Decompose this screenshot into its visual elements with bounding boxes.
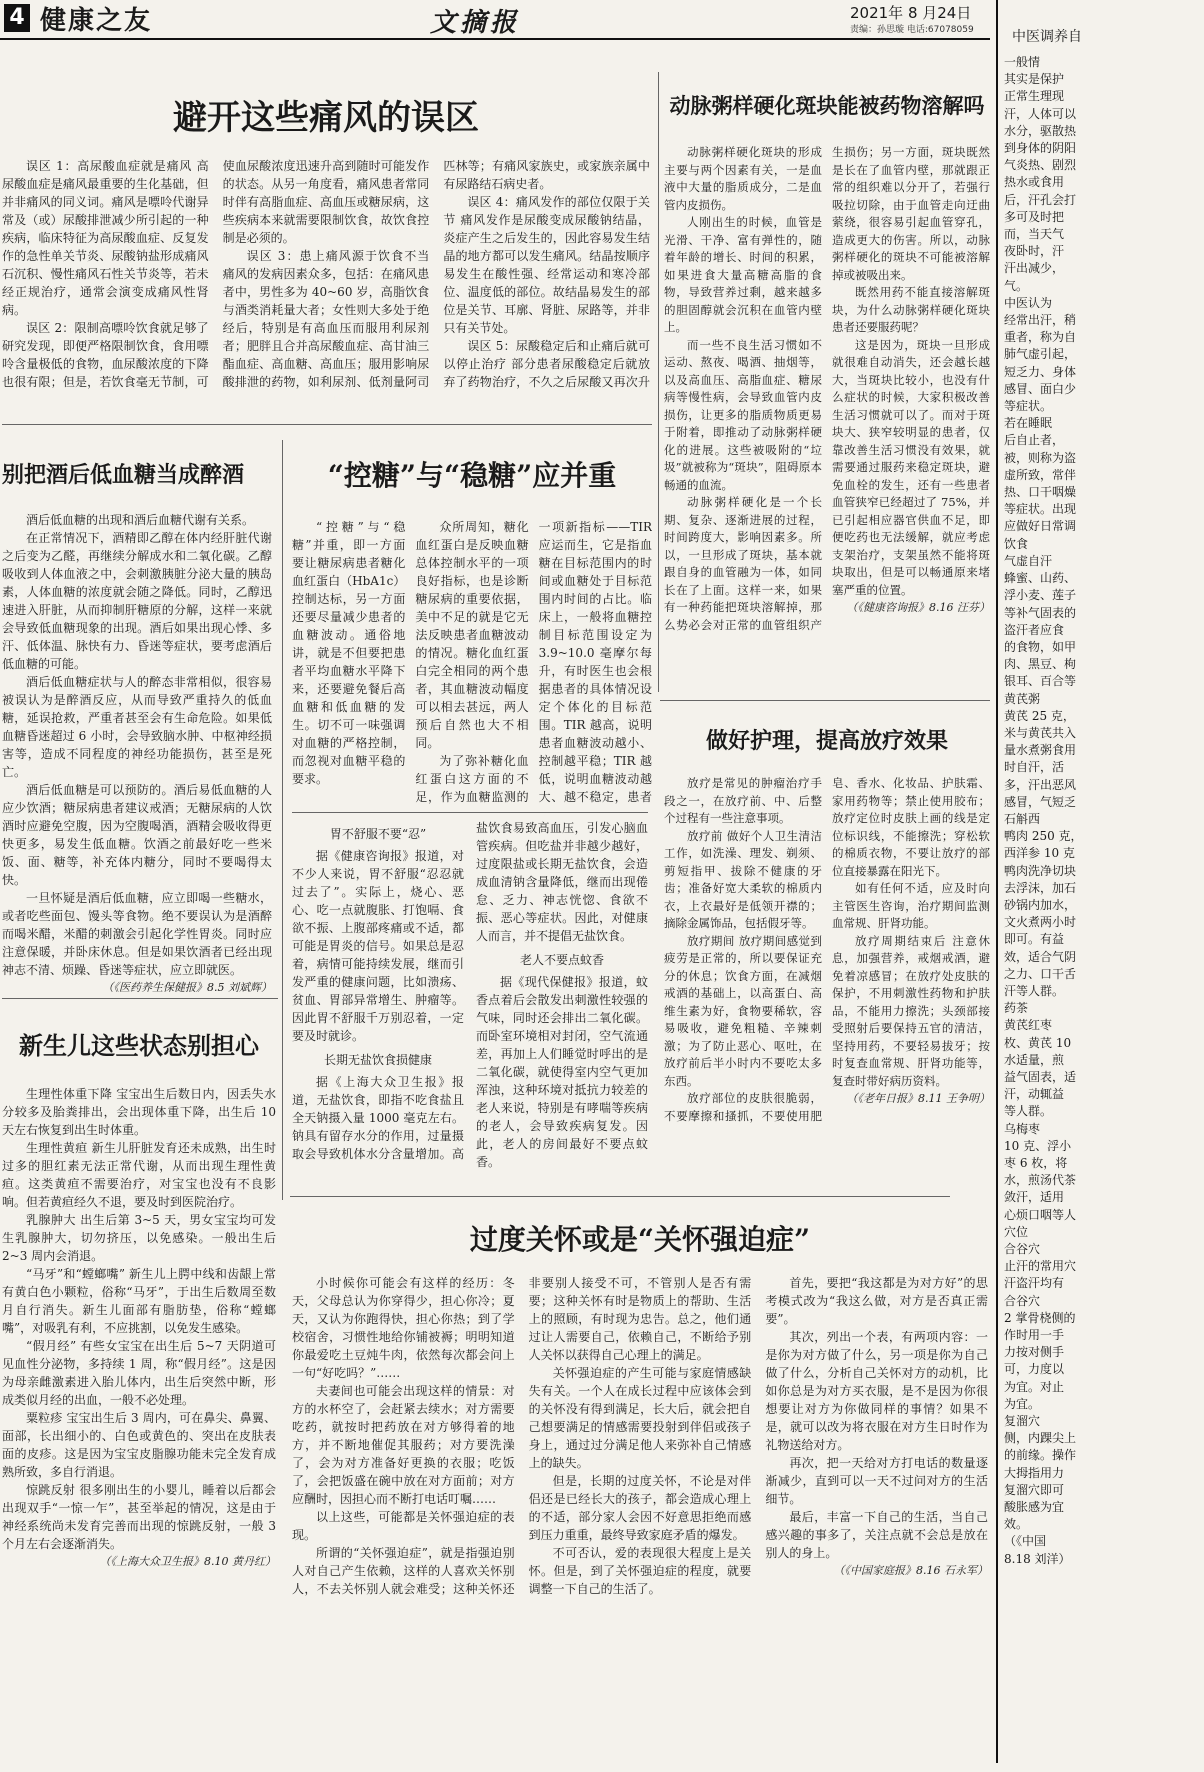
- paragraph: 惊跳反射 很多刚出生的小婴儿，睡着以后都会出现双手“一惊一乍”，甚至举起的情况，这是由于神经系统尚未发育完善而出现的惊跳反射，一般 3 个月左右会逐渐消失。: [2, 1483, 276, 1551]
- strip-line: 石斛西: [1004, 811, 1041, 826]
- paragraph: 在正常情况下，酒精即乙醇在体内经肝脏代谢之后变为乙醛，再继续分解成水和二氧化碳。乙醇吸收到人体血液之中，会刺激胰脏分泌大量的胰岛素，人体血糖的浓度就会随之降低。同时，乙醇迅速进入肝脏，从而抑制肝糖原的分解，这样一来就会导致低血糖现象的出现。酒后如果出现心悸、多汗、低体温、脉快有力、昏迷等症状，要考虑酒后低血糖的可能。: [2, 531, 272, 671]
- strip-line: （《中国: [1004, 1534, 1047, 1549]
- subheading: 胃不舒服不要“忍”: [329, 827, 427, 841]
- paragraph: 人刚出生的时候，血管是光滑、干净、富有弹性的，随着年龄的增长、时间的积累，如果进食大量高糖高脂的食物，导致营养过剩，越来越多的胆固醇就会沉积在血管内壁上。: [664, 215, 822, 334]
- strip-line: 浮小麦、莲子: [1004, 588, 1077, 603]
- article-plaque: [664, 72, 990, 692]
- paragraph: 这是因为，斑块一旦形成就很难自动消失，还会越长越大，当斑块比较小，也没有什么症状的时候，大家积极改善生活习惯就可以了。而对于斑块大、狭窄较明显的患者，仅靠改善生活习惯没有效果，就需要通过服药来稳定斑块，避免血栓的发生，还有一些患者血管狭窄已经超过了 75%，并已引起相应器官供血不足，即便吃药也无法缓解，就应考虑支架治疗，支架虽然不能将斑块取出，但是可以畅通原来堵塞严重的位置。: [832, 337, 990, 597]
- article-newborn: [2, 1004, 276, 1760]
- article-care: [292, 1204, 988, 1760]
- strip-line: 饮食: [1004, 536, 1029, 551]
- article-source: （《上海大众卫生报》8.10 黄丹红）: [99, 1555, 276, 1568]
- strip-line: 肉、黑豆、枸: [1004, 657, 1077, 672]
- strip-line: 可，力度以: [1004, 1362, 1065, 1377]
- strip-line: 益气固表，适: [1004, 1069, 1077, 1084]
- strip-line: 而，当天气: [1004, 227, 1065, 242]
- strip-line: 的食物，如甲: [1004, 639, 1077, 654]
- subheading: 长期无盐饮食损健康: [323, 1053, 432, 1067]
- strip-line: 合谷穴: [1004, 1242, 1041, 1257]
- article-body: [292, 518, 652, 808]
- strip-line: 砂锅内加水，: [1004, 897, 1077, 912]
- article-gout: [2, 80, 650, 410]
- strip-line: 应做好日常调: [1004, 519, 1077, 534]
- strip-line: 感冒，气短乏: [1004, 794, 1077, 809]
- paragraph: 所谓的“关怀强迫症”，就是指强迫别人对自己产生依赖，这样的人喜欢关怀别人，不去关怀别人就会难受；这种关怀还非要别人接受不可，不管别人是否有需要；这种关怀有时是物质上的帮助、生活上的照顾，有时现为忠告。总之，他们通过让人需要自己，依赖自己，不断给予别人关怀以获得自己心理上的满足。: [292, 1276, 752, 1596]
- article-body: [2, 511, 272, 997]
- article-title: 新生儿这些状态别担心: [19, 1031, 259, 1060]
- strip-line: 虚所致，常伴: [1004, 467, 1077, 482]
- article-sugar: [292, 430, 652, 804]
- strip-line: 多可及时把: [1004, 209, 1065, 224]
- strip-line: 银耳、百合等: [1004, 674, 1077, 689]
- strip-line: 被，则称为盗: [1004, 450, 1077, 465]
- article-title: 做好护理，提高放疗效果: [705, 728, 948, 754]
- paragraph: 再次，把一天给对方打电话的数量逐渐减少，直到可以一天不过问对方的生活细节。: [765, 1456, 988, 1506]
- paragraph: 既然用药不能直接溶解斑块，为什么动脉粥样硬化斑块患者还要服药呢？: [832, 285, 990, 334]
- paragraph: 而一些不良生活习惯如不运动、熬夜、喝酒、抽烟等，以及高血压、高脂血症、糖尿病等慢性病，会导致血管内皮损伤，让更多的脂质物质更易于附着，即推动了动脉粥样硬化的进展。这些被吸附的“垃圾”就被称为“斑块”，阻碍原本畅通的血流。: [664, 337, 822, 492]
- strip-line: 汗，人体可以: [1004, 106, 1077, 121]
- strip-line: 作时用一手: [1004, 1328, 1065, 1343]
- article-title: 过度关怀或是“关怀强迫症”: [469, 1223, 811, 1256]
- strip-line: 后自止者，: [1004, 433, 1065, 448]
- strip-line: 感冒、面白少: [1004, 381, 1077, 396]
- paragraph: 乳腺肿大 出生后第 3~5 天，男女宝宝均可发生乳腺肿大，切勿挤压，以免感染。一般出生后 2~3 周内会消退。: [2, 1213, 276, 1263]
- strip-line: 肺气虚引起，: [1004, 347, 1077, 362]
- strip-line: 其实是保护: [1004, 72, 1065, 87]
- strip-line: 水分，驱散热: [1004, 123, 1077, 138]
- article-source: （《医药养生保健报》8.5 刘斌辉）: [102, 981, 272, 994]
- strip-line: 枚、黄芪 10: [1004, 1035, 1072, 1050]
- article-title: “控糖”与“稳糖”应并重: [327, 459, 617, 492]
- strip-line: 黄芪 25 克，: [1004, 708, 1075, 723]
- strip-line: 的前缘。操作: [1004, 1448, 1077, 1463]
- column-divider: [658, 72, 659, 692]
- strip-line: 黄芪粥: [1004, 691, 1041, 706]
- column-divider: [282, 440, 283, 1200]
- strip-line: 中医认为: [1004, 295, 1053, 310]
- strip-line: 文火煮两小时: [1004, 915, 1077, 930]
- article-source: （《中国家庭报》8.16 石永军）: [833, 1564, 988, 1577]
- strip-line: 枣 6 枚，将: [1004, 1156, 1068, 1170]
- paragraph: 放疗周期结束后 注意休息，加强营养，戒烟戒酒，避免着凉感冒；在放疗处皮肤的保护，不用刺激性药物和护肤品，不能用力擦洗；头颈部接受照射后要保持五官的清洁，坚持用药，不要轻易拔牙；按时复查血常规、肝肾功能等，复查时带好病历资料。: [832, 933, 990, 1088]
- paragraph: 误区 5：尿酸稳定后和止痛后就可以停止治疗 部分患者尿酸稳定后就放弃了药物治疗，不久之后尿酸又再次升: [443, 339, 650, 389]
- strip-line: 蜂蜜、山药、: [1004, 571, 1077, 586]
- paragraph: 不可否认，爱的表现很大程度上是关怀。但是，到了关怀强迫症的程度，就要调整一下自己的生活了。: [528, 1546, 752, 1596]
- paper-name: 文摘报: [430, 8, 521, 38]
- paragraph: 酒后低血糖的出现和酒后血糖代谢有关系。: [26, 513, 255, 527]
- paragraph: 据《健康咨询报》报道，对不少人来说，胃不舒服“忍忍就过去了”。实际上，烧心、恶心、吃一点就腹胀、打饱嗝、食欲不振、上腹部疼痛或不适，都可能是胃炎的信号。如果总是忍着，病情可能持续发展，继而引发严重的健康问题，比如溃疡、贫血、胃部异常增生、肿瘤等。因此胃不舒服千万别忍着，一定要及时就诊。: [292, 849, 464, 1043]
- paragraph: 一旦怀疑是酒后低血糖，应立即喝一些糖水，或者吃些面包、馒头等食物。绝不要误认为是酒醉而喝米醋，米醋的刺激会引起化学性胃炎。同时应注意保暖，并卧床休息。但是如果饮酒者已经出现神志不清、烦躁、昏迷等症状，应立即就医。: [2, 891, 272, 977]
- paragraph: 粟粒疹 宝宝出生后 3 周内，可在鼻尖、鼻翼、面部，长出细小的、白色或黄色的、突出在皮肤表面的皮疹。这是因为宝宝皮脂腺功能未完全发育成熟所致，多自行消退。: [2, 1411, 276, 1479]
- paragraph: 酒后低血糖是可以预防的。酒后易低血糖的人应少饮酒；糖尿病患者建议戒酒；无糖尿病的人饮酒时应避免空腹，因为空腹喝酒，酒精会吸收得更快更多，易发生低血糖。饮酒之前最好吃一些米饭、面、糖等，补充体内糖分，同时不要喝得太快。: [2, 783, 272, 887]
- strip-line: 心烦口咽等人: [1004, 1207, 1077, 1222]
- article-body: [664, 144, 990, 692]
- paragraph: 放疗前 做好个人卫生清洁工作，如洗澡、理发、剃须、剪短指甲、拔除不健康的牙齿；准备好宽大柔软的棉质内衣，上衣最好是低领开襟的；摘除金属饰品，包括假牙等。: [664, 828, 822, 930]
- strip-line: 10 克、浮小: [1004, 1138, 1072, 1153]
- strip-line: 水适量，煎: [1004, 1052, 1065, 1067]
- paragraph: 放疗期间 放疗期间感觉到疲劳是正常的，所以要保证充分的休息；饮食方面，在减烟戒酒的基础上，以高蛋白、高维生素为好，食物要稀软，容易吸收，避免粗糙、辛辣刺激；为了防止恶心、呕吐，在放疗前后半小时内不要吃太多东西。: [664, 933, 822, 1088]
- paragraph: 以上这些，可能都是关怀强迫症的表现。: [292, 1510, 515, 1542]
- section-divider: [2, 998, 278, 999]
- editor-info: 责编：孙思璇 电话:67078059: [850, 25, 974, 35]
- paragraph: 据《现代保健报》报道，蚊香点着后会散发出刺激性较强的气味，同时还会排出二氧化碳。而卧室环境相对封闭，空气流通差，再加上人们睡觉时呼出的是二氧化碳，就使得室内空气更加浑浊，这种环境对抵抗力较差的老人来说，特别是有哮喘等疾病的老人，会导致疾病复发。因此，老人的房间最好不要点蚊香。: [476, 975, 648, 1169]
- page-number: 4: [4, 4, 30, 32]
- paragraph: 众所周知，糖化血红蛋白是反映血糖总体控制水平的一项良好指标，也是诊断糖尿病的重要依据，美中不足的就是它无法反映患者血糖波动的情况。糖化血红蛋白完全相同的两个患者，其血糖波动幅度可以相去甚远，两人预后自然也大不相同。: [415, 520, 529, 750]
- strip-line: 后，汗孔会打: [1004, 192, 1077, 207]
- strip-line: 侧，内踝尖上: [1004, 1431, 1077, 1446]
- strip-line: 汗盗汗均有: [1004, 1276, 1065, 1291]
- strip-line: 到身体的阴阳: [1004, 141, 1077, 156]
- article-title: 避开这些痛风的误区: [173, 98, 479, 138]
- strip-line: 止汗的常用穴: [1004, 1259, 1077, 1274]
- strip-line: 汗，动辄益: [1004, 1087, 1065, 1102]
- column-name: 健康之友: [40, 6, 153, 36]
- article-body: [2, 157, 650, 407]
- paragraph: 放疗部位的皮肤很脆弱，不要摩擦和搔抓，不要使用肥皂、香水、化妆品、护肤霜、家用药物等；禁止使用胶布；放疗定位时皮肤上画的线是定位标识线，不能擦洗；穿松软的棉质衣物，不要让放疗的部位直接暴露在阳光下。: [664, 776, 990, 1123]
- strip-line: 正常生理现: [1004, 89, 1065, 104]
- paragraph: 误区 2：限制高嘌呤饮食就足够了 研究发现，即便严格限制饮食，食用嘌呤含量极低的食物，血尿酸浓度的下降也很有限；但是，若饮食毫无节制，可使血尿酸浓度迅速升高到随时可能发作的状态。从另一角度看，痛风患者常同时伴有高脂血症、高血压或糖尿病，这些疾病本来就需要限制饮食，故饮食控制是必须的。: [2, 159, 430, 389]
- strip-line: 夜卧时，汗: [1004, 244, 1065, 259]
- strip-line: 8.18 刘洋）: [1004, 1551, 1071, 1566]
- article-nursing: [664, 706, 990, 1186]
- strip-line: 汗等人群。: [1004, 983, 1065, 998]
- strip-line: 等补气固表的: [1004, 605, 1077, 620]
- strip-line: 等人群。: [1004, 1104, 1053, 1119]
- paragraph: “马牙”和“螳螂嘴” 新生儿上腭中线和齿龈上常有黄白色小颗粒，俗称“马牙”，于出生后数周至数月自行消失。新生儿面部有脂肪垫，俗称“螳螂嘴”，对吸乳有利，不应挑割，以免发生感染。: [2, 1267, 276, 1335]
- strip-line: 为宜。对止: [1004, 1379, 1065, 1394]
- paragraph: 误区 4：痛风发作的部位仅限于关节 痛风发作是尿酸变成尿酸钠结晶，炎症产生之后发生的，因此容易发生结晶的地方都可以发生痛风。结晶按顺序易发生在酸性强、经常运动和寒冷部位、温度低的部位。故结晶易发生的部位是关节、耳廓、肾脏、尿路等，并非只有关节处。: [443, 195, 650, 335]
- short-news-body: [292, 819, 648, 1189]
- strip-line: 重者，称为自: [1004, 330, 1077, 345]
- strip-line: 等症状。: [1004, 399, 1053, 414]
- article-title: 别把酒后低血糖当成醉酒: [2, 462, 245, 488]
- article-title: 动脉粥样硬化斑块能被药物溶解吗: [669, 93, 985, 118]
- paragraph: 放疗是常见的肿瘤治疗手段之一，在放疗前、中、后整个过程有一些注意事项。: [664, 776, 822, 825]
- strip-line: 穴位: [1004, 1224, 1029, 1239]
- strip-line: 气炎热、剧烈: [1004, 158, 1077, 173]
- strip-line: 西洋参 10 克: [1004, 846, 1075, 861]
- article-body: [292, 1274, 988, 1772]
- paragraph: 小时候你可能会有这样的经历：冬天，父母总认为你穿得少，担心你冷；夏天，又认为你跑得快，担心你热；到了学校宿舍，习惯性地给你铺被褥；明明知道你最爱吃土豆炖牛肉，依然每次都会问上一句“好吃吗？”……: [292, 1276, 515, 1380]
- strip-line: 合谷穴: [1004, 1293, 1041, 1308]
- strip-line: 一般情: [1004, 55, 1041, 69]
- issue-date: 2021年 8 月24日: [850, 4, 972, 22]
- strip-line: 若在睡眠: [1004, 416, 1053, 431]
- article-source: （《健康咨询报》8.16 汪芬）: [846, 601, 990, 614]
- strip-line: 鸭肉洗净切块: [1004, 863, 1077, 878]
- strip-line: 经常出汗，稍: [1004, 313, 1077, 328]
- strip-line: 气。: [1004, 278, 1029, 293]
- strip-line: 为宜。: [1004, 1396, 1041, 1411]
- strip-line: 多，汗出恶风: [1004, 777, 1077, 792]
- strip-line: 药茶: [1004, 1001, 1029, 1016]
- paragraph: 误区 1：高尿酸血症就是痛风 高尿酸血症是痛风最重要的生化基础，但并非痛风的同义词。痛风是嘌呤代谢异常及（或）尿酸排泄减少所引起的一种疾病，临床特征为高尿酸血症、反复发作的急性单关节炎、尿酸钠盐形成痛风石沉积、慢性痛风石性关节炎等，若未经正规治疗，通常会演变成痛风性肾病。: [2, 159, 209, 317]
- paragraph: 动脉粥样硬化是一个长期、复杂、逐渐进展的过程，时间跨度大，影响因素多。所以，一旦形成了斑块，基本就跟自身的血管融为一体，如同长在了上面。这样一来，如果有一种药能把斑块溶解掉，那么势必会对正常的血管组织产生损伤；另一方面，斑块既然是长在了血管内壁，那就跟正常的组织难以分开了，若强行吸拉切除，由于血管走向迂曲萦绕，很容易引起血管穿孔，造成更大的伤害。所以，动脉粥样硬化的斑块不可能被溶解掉或被吸出来。: [664, 145, 990, 632]
- paragraph: 如有任何不适，应及时向主管医生咨询，治疗期间监测血常规、肝肾功能。: [832, 881, 990, 930]
- strip-line: 水，煎汤代茶: [1004, 1173, 1077, 1188]
- strip-line: 短乏力、身体: [1004, 364, 1077, 379]
- strip-line: 效，适合气阴: [1004, 949, 1077, 964]
- paragraph: 但是，长期的过度关怀，不论是对伴侣还是已经长大的孩子，都会造成心理上的不适，部分家人会因不好意思拒绝而感到压力重重，最终导致家庭矛盾的爆发。: [528, 1474, 752, 1542]
- strip-line: 量水煮粥食用: [1004, 743, 1077, 758]
- header-rule: [0, 38, 990, 40]
- strip-line: 之力、口干舌: [1004, 966, 1077, 981]
- strip-line: 时自汗，活: [1004, 760, 1065, 775]
- strip-line: 黄芪红枣: [1004, 1018, 1053, 1033]
- paragraph: “控糖”与“稳糖”并重，即一方面要让糖尿病患者糖化血红蛋白（HbA1c）控制达标，另一方面还要尽量减少患者的血糖波动。通俗地讲，就是不但要把患者平均血糖水平降下来，还要避免餐后高血糖和低血糖的发生。切不可一味强调对血糖的严格控制，而忽视对血糖平稳的要求。: [292, 520, 406, 786]
- strip-line: 效。: [1004, 1517, 1029, 1532]
- strip-line: 汗出减少，: [1004, 261, 1065, 276]
- strip-line: 乌梅枣: [1004, 1121, 1041, 1136]
- article-alcohol: [2, 430, 272, 994]
- paragraph: 酒后低血糖症状与人的醉态非常相似，很容易被误认为是醉酒反应，从而导致严重持久的低血糖，延误抢救，严重者甚至会有生命危险。如果低血糖昏迷超过 6 小时，会导致脑水肿、中枢神经损害等，造成不同程度的神经功能损伤，甚至是死亡。: [2, 675, 272, 779]
- paragraph: 最后，丰富一下自己的生活，当自己感兴趣的事多了，关注点就不会总是放在别人的身上。: [765, 1510, 988, 1560]
- paragraph: 据《上海大众卫生报》报道，无盐饮食，即指不吃食盐且全天钠摄入量 1000 毫克左右。钠具有留存水分的作用，过量摄取会导致机体水分含量增加。高盐饮食易致高血压，引发心脑血管疾病。但吃盐并非越少越好，过度限盐或长期无盐饮食，会造成血清钠含量降低，继而出现倦怠、乏力、神志恍惚、食欲不振、恶心等症状。因此，对健康人而言，并不提倡无盐饮食。: [292, 821, 648, 1161]
- strip-line: 米与黄芪共入: [1004, 725, 1077, 740]
- short-news-box: [292, 812, 648, 1191]
- section-divider: [660, 700, 990, 701]
- paragraph: 生理性黄疸 新生儿肝脏发育还未成熟，出生时过多的胆红素无法正常代谢，从而出现生理性黄疸。这类黄疸不需要治疗，对宝宝也没有不良影响。但若黄疸经久不退，要及时到医院治疗。: [2, 1141, 276, 1209]
- article-body: [664, 775, 990, 1187]
- paragraph: 其次，列出一个表，有两项内容：一是你为对方做了什么，另一项是你为自己做了什么，分析自己关怀对方的动机，比如你总是为对方买衣服，是不是因为你很想要让对方为你做同样的事情？如果不是，就可以改为将衣服在对方生日时作为礼物送给对方。: [765, 1330, 988, 1452]
- paragraph: “假月经” 有些女宝宝在出生后 5~7 天阴道可见血性分泌物，多持续 1 周，称“假月经”。这是因为母亲雌激素进入胎儿体内，出生后突然中断，形成类似月经的出血，一般不必处理。: [2, 1339, 276, 1407]
- strip-line: 复溜穴: [1004, 1414, 1041, 1429]
- paragraph: 为了弥补糖化血红蛋白这方面的不足，作为血糖监测的一项新指标——TIR 应运而生，它是指血糖在目标范围内的时间或血糖处于目标范围内时间的占比。临床上，一般将血糖控制目标范围设定为 3.9~10.0 毫摩尔每升，有时医生也会根据患者的具体情况设定个体化的目标范围。TIR 越高，说明患者血糖波动越小、控制越平稳；TIR 越低，说明血糖波动越大、越不稳定，患者: [415, 520, 652, 804]
- article-source: （《老年日报》8.11 王争明）: [846, 1092, 990, 1105]
- strip-title: 中医调养自: [1012, 29, 1082, 45]
- strip-line: 热水或食用: [1004, 175, 1065, 190]
- strip-line: 力按对侧手: [1004, 1345, 1065, 1360]
- strip-line: 即可。有益: [1004, 932, 1065, 947]
- article-body: [2, 1085, 276, 1765]
- paragraph: 夫妻间也可能会出现这样的情景：对方的水杯空了，会赶紧去续水；对方需要吃药，就按时把药放在对方够得着的地方，并不断地催促其服药；对方要洗澡了，会为对方准备好更换的衣服；吃饭了，会把饭盛在碗中放在对方面前；对方应酬时，因担心而不断打电话叮嘱……: [292, 1384, 515, 1506]
- section-divider: [290, 1196, 950, 1197]
- paragraph: 生理性体重下降 宝宝出生后数日内，因丢失水分较多及胎粪排出，会出现体重下降，出生后 10 天左右恢复到出生时体重。: [2, 1087, 276, 1137]
- strip-line: 盗汗者应食: [1004, 622, 1065, 637]
- paragraph: 误区 3：患上痛风源于饮食不当 痛风的发病因素众多，包括：在痛风患者中，男性多为 40~60 岁，高脂饮食与酒类消耗量大者；女性则大多处于绝经后，特别是有高血压而服用利尿剂者；肥胖且合并高尿酸血症、高甘油三酯血症、高血糖、高血压；服用影响尿酸排泄的药物，如利尿剂、低剂量阿司匹林等；有痛风家族史，或家族亲属中有尿路结石病史者。: [222, 159, 650, 389]
- subheading: 老人不要点蚊香: [519, 953, 604, 967]
- strip-line: 去浮沫，加石: [1004, 880, 1077, 895]
- strip-body: [998, 54, 1204, 1744]
- strip-line: 2 掌骨桡侧的: [1004, 1310, 1076, 1325]
- strip-line: 气虚自汗: [1004, 553, 1053, 568]
- paragraph: 关怀强迫症的产生可能与家庭情感缺失有关。一个人在成长过程中应该体会到的关怀没有得到满足，长大后，就会把自己想要满足的情感需要投射到伴侣或孩子身上，通过过分满足他人来弥补自己情感上的缺失。: [528, 1366, 752, 1470]
- strip-line: 酸胀感为宜: [1004, 1500, 1065, 1515]
- strip-line: 热、口干咽燥: [1004, 485, 1077, 500]
- adjacent-column: [996, 0, 1204, 1763]
- strip-line: 等症状。出现: [1004, 502, 1077, 517]
- strip-line: 大拇指用力: [1004, 1465, 1065, 1480]
- strip-line: 复溜穴即可: [1004, 1482, 1065, 1497]
- paragraph: 首先，要把“我这都是为对方好”的思考模式改为“我这么做，对方是否真正需要”。: [765, 1276, 988, 1326]
- strip-line: 敛汗，适用: [1004, 1190, 1065, 1205]
- strip-line: 鸭肉 250 克，: [1004, 829, 1083, 844]
- paragraph: 动脉粥样硬化斑块的形成主要与两个因素有关，一是血液中大量的脂质成分，二是血管内皮损伤。: [664, 145, 822, 212]
- section-divider: [2, 424, 652, 425]
